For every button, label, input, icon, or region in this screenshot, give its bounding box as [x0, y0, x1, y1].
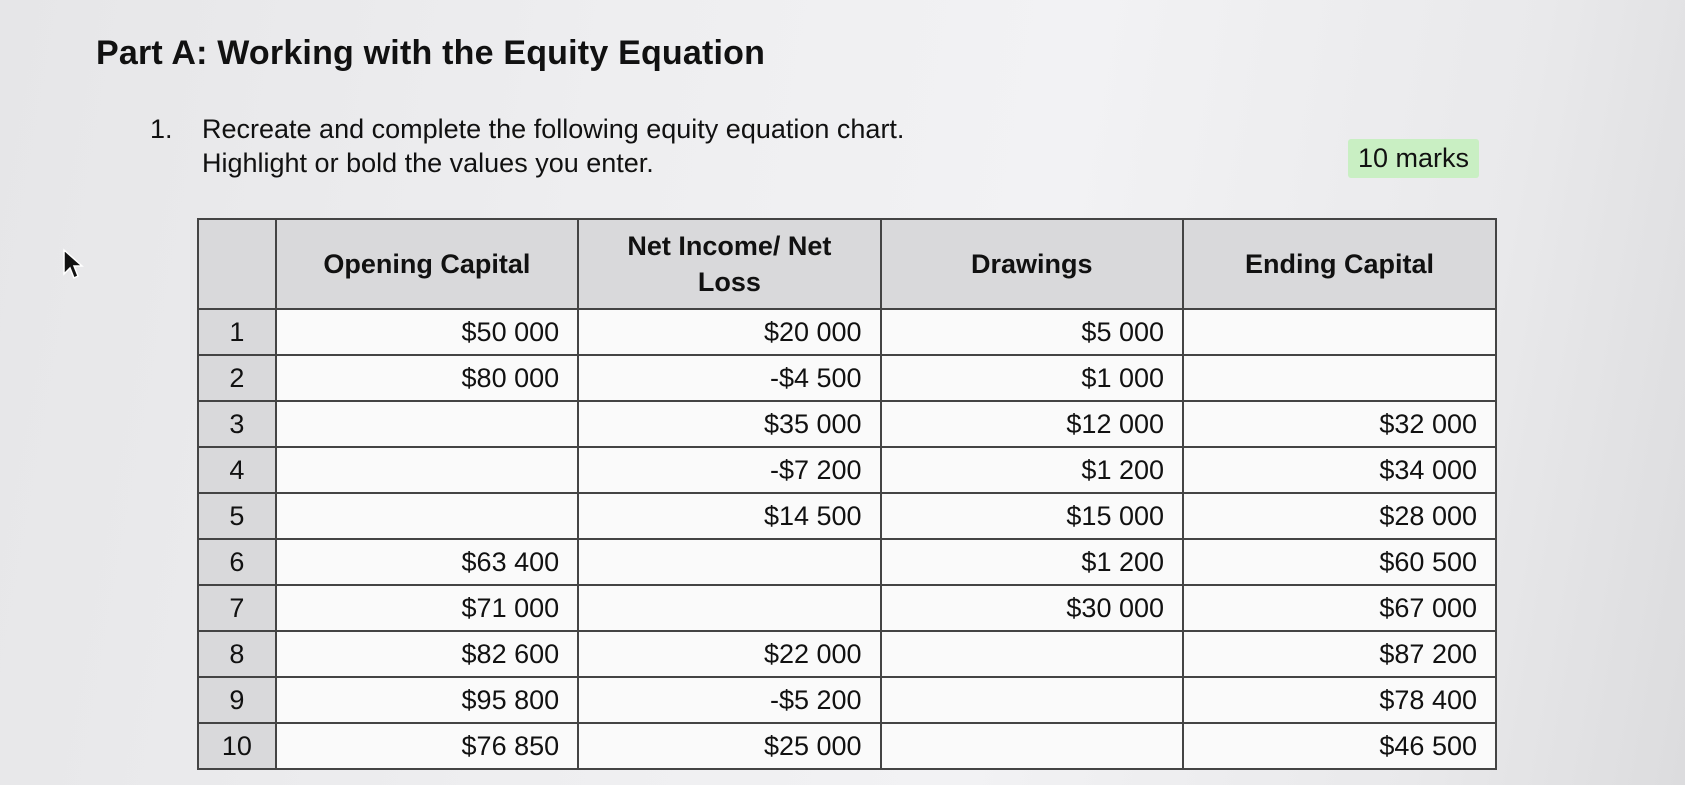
- table-row: [198, 447, 1496, 493]
- header-row-number: [198, 219, 276, 309]
- cell-ending-capital: [1183, 309, 1496, 355]
- cell-drawings: [881, 723, 1183, 769]
- table-header-row: [198, 219, 1496, 309]
- header-opening-capital: Opening Capital: [276, 219, 578, 309]
- cell-ending-capital: $67 000: [1183, 585, 1496, 631]
- cell-drawings: $1 200: [881, 539, 1183, 585]
- equity-equation-table: [197, 218, 1497, 770]
- row-number: 4: [198, 447, 276, 493]
- question-1: [150, 112, 904, 180]
- cell-ending-capital: $34 000: [1183, 447, 1496, 493]
- row-number: 6: [198, 539, 276, 585]
- header-net-income-loss: Net Income/ Net Loss: [578, 219, 880, 309]
- table-row: [198, 355, 1496, 401]
- row-number: 10: [198, 723, 276, 769]
- cell-drawings: [881, 677, 1183, 723]
- cell-opening-capital: [276, 401, 578, 447]
- cell-opening-capital: $82 600: [276, 631, 578, 677]
- cell-ending-capital: $87 200: [1183, 631, 1496, 677]
- row-number: 3: [198, 401, 276, 447]
- row-number: 1: [198, 309, 276, 355]
- cell-drawings: $1 200: [881, 447, 1183, 493]
- cell-net-income-loss: $14 500: [578, 493, 880, 539]
- cell-net-income-loss: $20 000: [578, 309, 880, 355]
- row-number: 7: [198, 585, 276, 631]
- table-row: [198, 539, 1496, 585]
- cell-drawings: $30 000: [881, 585, 1183, 631]
- cell-ending-capital: $60 500: [1183, 539, 1496, 585]
- cell-opening-capital: $95 800: [276, 677, 578, 723]
- cell-ending-capital: $46 500: [1183, 723, 1496, 769]
- cell-opening-capital: [276, 447, 578, 493]
- cell-ending-capital: $32 000: [1183, 401, 1496, 447]
- marks-badge: 10 marks: [1348, 139, 1479, 178]
- question-text: [202, 112, 904, 180]
- table-row: [198, 677, 1496, 723]
- page-title: Part A: Working with the Equity Equation: [96, 34, 766, 72]
- table-row: [198, 631, 1496, 677]
- cell-opening-capital: $71 000: [276, 585, 578, 631]
- cell-drawings: $1 000: [881, 355, 1183, 401]
- cell-drawings: $15 000: [881, 493, 1183, 539]
- question-line-2: Highlight or bold the values you enter.: [202, 148, 654, 178]
- cell-net-income-loss: -$7 200: [578, 447, 880, 493]
- mouse-pointer-icon: [62, 248, 84, 280]
- question-number: 1.: [150, 114, 173, 144]
- cell-ending-capital: $28 000: [1183, 493, 1496, 539]
- header-drawings: Drawings: [881, 219, 1183, 309]
- cell-net-income-loss: [578, 539, 880, 585]
- row-number: 9: [198, 677, 276, 723]
- cell-ending-capital: $78 400: [1183, 677, 1496, 723]
- cell-net-income-loss: $25 000: [578, 723, 880, 769]
- row-number: 8: [198, 631, 276, 677]
- cell-drawings: $12 000: [881, 401, 1183, 447]
- cell-net-income-loss: -$4 500: [578, 355, 880, 401]
- cell-net-income-loss: -$5 200: [578, 677, 880, 723]
- cell-opening-capital: $76 850: [276, 723, 578, 769]
- cell-opening-capital: $50 000: [276, 309, 578, 355]
- cell-opening-capital: [276, 493, 578, 539]
- table-row: [198, 585, 1496, 631]
- cell-net-income-loss: $35 000: [578, 401, 880, 447]
- header-ending-capital: Ending Capital: [1183, 219, 1496, 309]
- cell-net-income-loss: [578, 585, 880, 631]
- row-number: 5: [198, 493, 276, 539]
- table-row: [198, 401, 1496, 447]
- cell-drawings: $5 000: [881, 309, 1183, 355]
- cell-opening-capital: $63 400: [276, 539, 578, 585]
- cell-ending-capital: [1183, 355, 1496, 401]
- table-row: [198, 723, 1496, 769]
- cell-drawings: [881, 631, 1183, 677]
- question-line-1: Recreate and complete the following equity equation chart.: [202, 114, 905, 144]
- cell-opening-capital: $80 000: [276, 355, 578, 401]
- table-row: [198, 493, 1496, 539]
- table-row: [198, 309, 1496, 355]
- row-number: 2: [198, 355, 276, 401]
- cell-net-income-loss: $22 000: [578, 631, 880, 677]
